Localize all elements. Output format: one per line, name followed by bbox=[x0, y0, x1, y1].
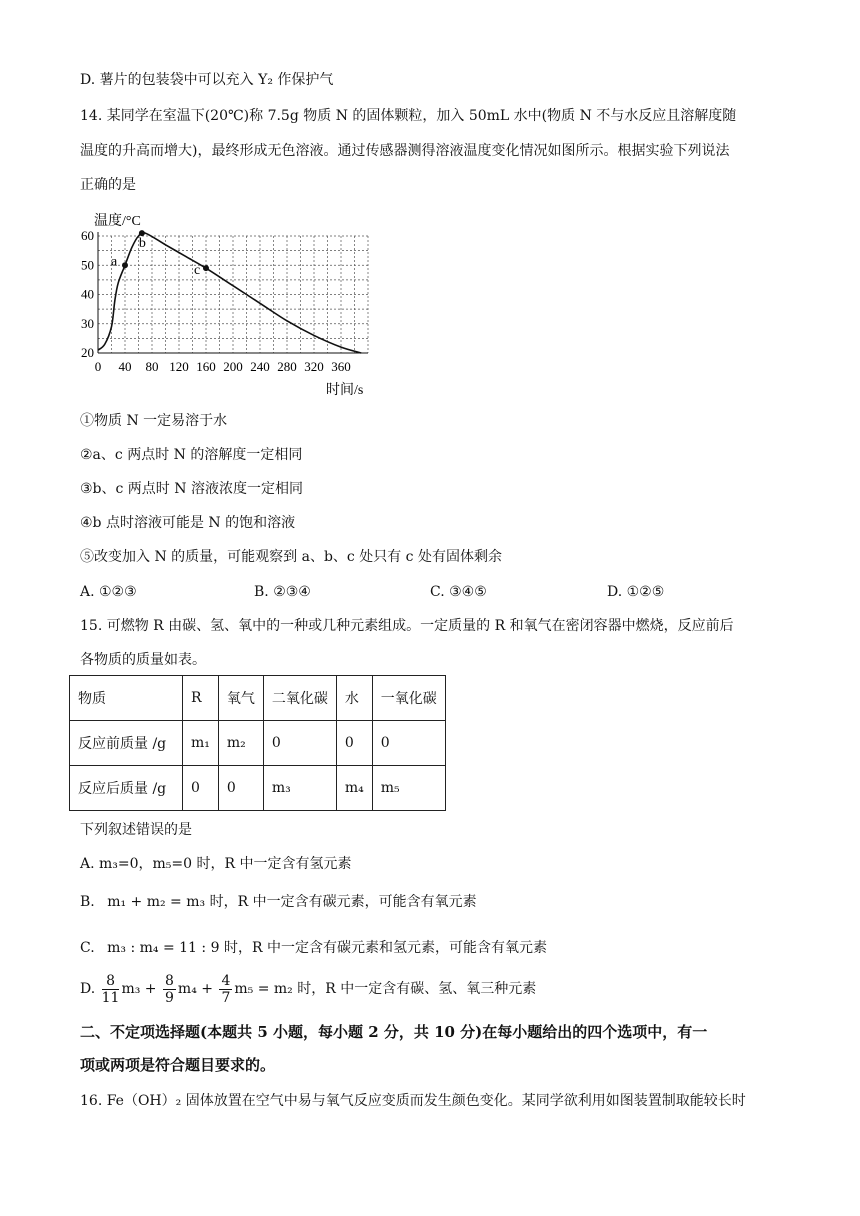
chart-points bbox=[111, 230, 209, 278]
q14-stem-line-2: 温度的升高而增大)，最终形成无色溶液。通过传感器测得溶液温度变化情况如图所示。根据实验下列说法 bbox=[80, 143, 730, 159]
chart-ticks bbox=[81, 228, 351, 374]
point-label-b: b bbox=[138, 236, 146, 252]
option-d-term-3: m₅ = m₂ bbox=[234, 981, 293, 997]
q14-option-c: C. ③④⑤ bbox=[430, 584, 487, 600]
q15-question: 下列叙述错误的是 bbox=[80, 822, 192, 838]
q15-option-a bbox=[80, 854, 352, 874]
q15-stem-line-1: 15. 可燃物 R 由碳、氢、氧中的一种或几种元素组成。一定质量的 R 和氧气在密闭容器中燃烧，反应前后 bbox=[80, 618, 734, 634]
table-cell: 二氧化碳 bbox=[263, 676, 336, 721]
q15-option-c bbox=[80, 938, 547, 958]
statement-2: ②a、c 两点时 N 的溶解度一定相同 bbox=[80, 447, 303, 463]
fraction-3: $\frac{4}{7}$ bbox=[221, 972, 231, 1006]
table-cell: 0 bbox=[336, 721, 372, 766]
statement-3: ③b、c 两点时 N 溶液浓度一定相同 bbox=[80, 481, 303, 497]
point-label-a: a bbox=[111, 254, 118, 270]
y-tick-label: 20 bbox=[81, 345, 94, 360]
y-tick-label: 50 bbox=[81, 257, 94, 273]
table-cell: m₁ bbox=[183, 721, 219, 766]
table-header-row bbox=[70, 676, 446, 721]
table-cell: 0 bbox=[183, 766, 219, 811]
table-cell: m₂ bbox=[218, 721, 263, 766]
statement-4: ④b 点时溶液可能是 N 的饱和溶液 bbox=[80, 515, 296, 531]
option-b-text: 时，R 中一定含有碳元素，可能含有氧元素 bbox=[209, 894, 477, 910]
point-a bbox=[122, 262, 128, 268]
fraction-1: $\frac{8}{11}$ bbox=[101, 972, 120, 1006]
q14-stem-line-1: 14. 某同学在室温下(20℃)称 7.5g 物质 N 的固体颗粒，加入 50mL 水中(物质 N 不与水反应且溶解度随 bbox=[80, 108, 737, 124]
x-tick-label: 160 bbox=[196, 359, 216, 374]
table-cell: 物质 bbox=[70, 676, 183, 721]
x-tick-label: 280 bbox=[277, 359, 297, 374]
q15-stem-line-2: 各物质的质量如表。 bbox=[80, 652, 206, 668]
x-tick-label: 200 bbox=[223, 359, 243, 374]
table-cell: 0 bbox=[372, 721, 445, 766]
chart-ylabel: 温度/°C bbox=[94, 214, 141, 229]
q14-stem-line-3: 正确的是 bbox=[80, 177, 136, 193]
chart-xlabel: 时间/s bbox=[326, 383, 364, 398]
option-c-text: 时，R 中一定含有碳元素和氢元素，可能含有氧元素 bbox=[223, 940, 547, 956]
option-a-text: R 中一定含有氢元素 bbox=[224, 856, 352, 872]
x-tick-label: 360 bbox=[331, 359, 351, 374]
x-tick-label: 240 bbox=[250, 359, 270, 374]
table-cell: 反应后质量 /g bbox=[70, 766, 183, 811]
section-2-heading-line-2: 项或两项是符合题目要求的。 bbox=[80, 1056, 276, 1074]
x-tick-label: 40 bbox=[118, 359, 132, 374]
x-tick-label: 120 bbox=[169, 359, 189, 374]
table-cell: m₅ bbox=[372, 766, 445, 811]
q14-option-d: D. ①②⑤ bbox=[607, 584, 665, 600]
option-d-term-1: m₃ + bbox=[121, 981, 157, 997]
x-tick-label: 0 bbox=[94, 359, 102, 374]
table-cell: 0 bbox=[218, 766, 263, 811]
q13-option-d: D. 薯片的包装袋中可以充入 Y₂ 作保护气 bbox=[80, 72, 334, 88]
x-tick-label: 320 bbox=[304, 359, 324, 374]
y-tick-label: 60 bbox=[81, 228, 94, 243]
table-cell: m₄ bbox=[336, 766, 372, 811]
option-c-formula: m₃ : m₄ = 11 : 9 bbox=[107, 940, 220, 956]
table-cell: 0 bbox=[263, 721, 336, 766]
point-c bbox=[203, 265, 209, 271]
table-row bbox=[70, 766, 446, 811]
y-tick-label: 30 bbox=[81, 315, 94, 331]
table-cell: 氧气 bbox=[218, 676, 263, 721]
table-cell: 反应前质量 /g bbox=[70, 721, 183, 766]
mass-table bbox=[69, 675, 446, 811]
option-a-prefix: A. m₃=0，m₅=0 时， bbox=[80, 856, 225, 872]
option-b-prefix: B. bbox=[80, 894, 95, 910]
q14-option-a: A. ①②③ bbox=[80, 584, 137, 600]
q15-option-d bbox=[80, 972, 536, 1006]
point-label-c: c bbox=[194, 263, 201, 279]
option-d-text: 时，R 中一定含有碳、氢、氧三种元素 bbox=[297, 981, 537, 997]
table-cell: 一氧化碳 bbox=[372, 676, 445, 721]
y-tick-label: 40 bbox=[81, 286, 94, 302]
x-tick-label: 80 bbox=[145, 359, 159, 374]
option-c-prefix: C. bbox=[80, 940, 95, 956]
statement-1: ①物质 N 一定易溶于水 bbox=[80, 413, 228, 429]
statement-5: ⑤改变加入 N 的质量，可能观察到 a、b、c 处只有 c 处有固体剩余 bbox=[80, 549, 502, 565]
q16-stem-line-1: 16. Fe（OH）₂ 固体放置在空气中易与氧气反应变质而发生颜色变化。某同学欲利用如图装置制取能较长时 bbox=[80, 1093, 746, 1109]
option-d-term-2: m₄ + bbox=[177, 981, 213, 997]
option-d-prefix: D. bbox=[80, 981, 96, 997]
q15-option-b bbox=[80, 892, 477, 912]
table-cell: R bbox=[183, 676, 219, 721]
table-cell: m₃ bbox=[263, 766, 336, 811]
table-cell: 水 bbox=[336, 676, 372, 721]
q14-option-b: B. ②③④ bbox=[254, 584, 311, 600]
temperature-chart bbox=[81, 205, 388, 400]
option-b-formula: m₁ + m₂ = m₃ bbox=[107, 894, 206, 910]
fraction-2: $\frac{8}{9}$ bbox=[165, 972, 174, 1006]
temperature-curve bbox=[98, 233, 361, 353]
section-2-heading-line-1: 二、不定项选择题(本题共 5 小题，每小题 2 分，共 10 分)在每小题给出的四个选项中，有一 bbox=[80, 1023, 708, 1041]
table-row bbox=[70, 721, 446, 766]
